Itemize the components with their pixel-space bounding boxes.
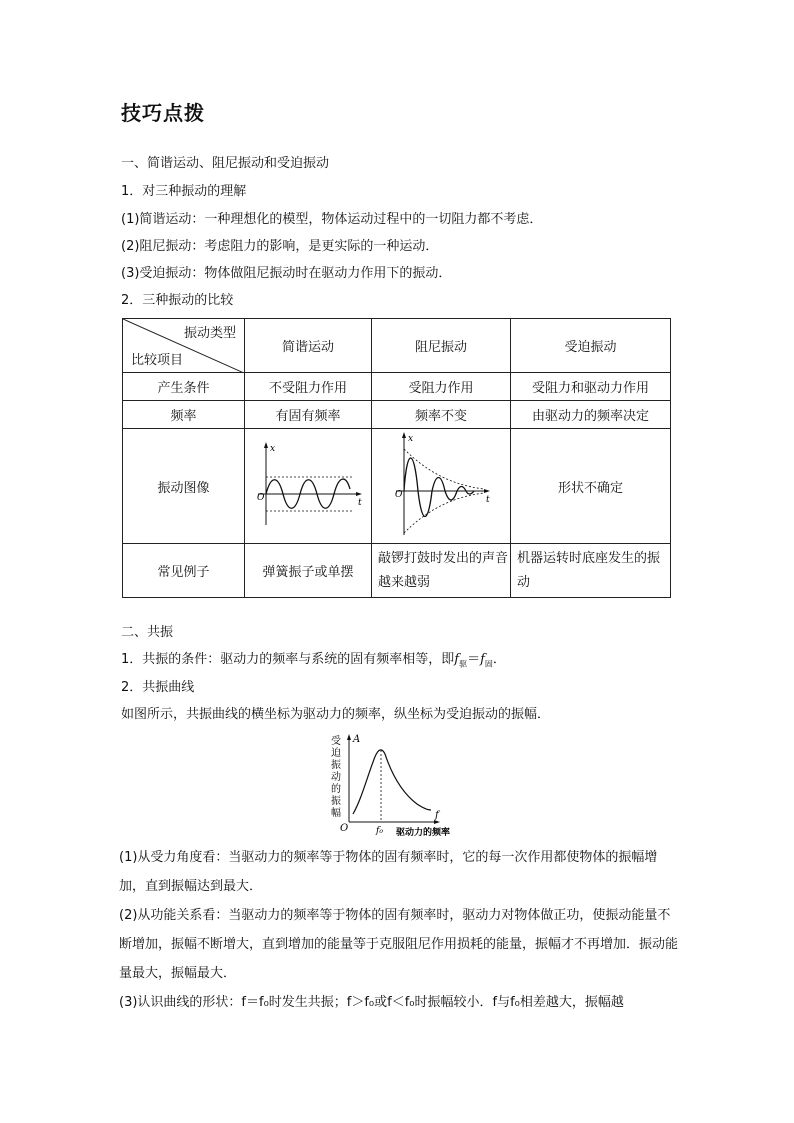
table-row (123, 373, 671, 401)
curve-f-label: f (435, 810, 439, 821)
ylabel-char: 迫 (331, 748, 341, 759)
damped-t-label: t (486, 495, 490, 505)
table-row (123, 429, 671, 544)
shm-graph-cell (245, 429, 372, 544)
item-3: (3)受迫振动：物体做阻尼振动时在驱动力作用下的振动． (121, 266, 452, 281)
table-cell: 有固有频率 (245, 401, 372, 429)
ylabel-char: 的 (331, 784, 341, 795)
page-title: 技巧点拨 (121, 101, 205, 125)
paragraph-energy: (2)从功能关系看：当驱动力的频率等于物体的固有频率时，驱动力对物体做正功，使振动能量不断增加，振幅不断增大，直到增加的能量等于克服阻尼作用损耗的能量，振幅才不再增加．振动能量最大，振幅最大． (119, 908, 679, 981)
f-symbol: f (454, 652, 460, 667)
shm-t-label: t (358, 498, 362, 508)
table-cell: 受阻力作用 (372, 373, 511, 401)
sub-natural: 固 (484, 659, 493, 669)
section2-sub2: 2．共振曲线 (121, 680, 195, 695)
item-1: (1)简谐运动：一种理想化的模型，物体运动过程中的一切阻力都不考虑． (121, 212, 543, 227)
section1-sub2: 2．三种振动的比较 (121, 293, 234, 308)
corner-bottom-label: 比较项目 (131, 353, 184, 368)
curve-A-label: A (353, 734, 361, 745)
table-cell: 敲锣打鼓时发出的声音越来越弱 (372, 544, 511, 598)
table-cell: 形状不确定 (511, 429, 671, 544)
shm-origin-label: O (257, 493, 265, 503)
resonance-condition (121, 650, 506, 675)
condition-text: 1．共振的条件：驱动力的频率与系统的固有频率相等，即 (121, 652, 455, 667)
section1-heading: 一、简谐运动、阻尼振动和受迫振动 (121, 156, 330, 171)
ylabel-char: 振 (331, 760, 341, 771)
paragraph-curve-shape: (3)认识曲线的形状：f＝f₀时发生共振；f＞f₀或f＜f₀时振幅较小．f与f₀相差越大，振幅越 (119, 995, 624, 1010)
table-header-row (123, 319, 671, 373)
row-label: 产生条件 (123, 373, 245, 401)
sub-drive: 驱 (459, 659, 468, 669)
curve-f0-label: f₀ (376, 826, 383, 836)
damped-graph (376, 429, 506, 539)
paragraph-force: (1)从受力角度看：当驱动力的频率等于物体的固有频率时，它的每一次作用都使物体的振幅增加，直到振幅达到最大． (119, 850, 658, 894)
table-cell: 受阻力和驱动力作用 (511, 373, 671, 401)
table-corner-cell (123, 319, 245, 373)
period: ． (492, 652, 506, 667)
equals-sign: ＝ (467, 652, 481, 667)
curve-origin-label: O (340, 823, 349, 834)
table-cell: 频率不变 (372, 401, 511, 429)
section2-heading: 二、共振 (121, 625, 174, 640)
curve-ylabel (331, 735, 341, 819)
table-cell: 机器运转时底座发生的振动 (511, 544, 671, 598)
f-symbol: f (480, 652, 485, 667)
damped-origin-label: O (395, 490, 403, 500)
row-label: 频率 (123, 401, 245, 429)
curve-xlabel: 驱动力的频率 (396, 828, 451, 838)
table-cell: 弹簧振子或单摆 (245, 544, 372, 598)
col-header: 阻尼振动 (372, 319, 511, 373)
shm-graph (248, 439, 368, 529)
row-label: 常见例子 (123, 544, 245, 598)
row-label: 振动图像 (123, 429, 245, 544)
comparison-table (122, 318, 671, 598)
ylabel-char: 受 (331, 736, 341, 747)
ylabel-char: 幅 (331, 808, 341, 819)
shm-x-label: x (270, 444, 276, 454)
col-header: 简谐运动 (245, 319, 372, 373)
corner-top-label: 振动类型 (183, 326, 236, 341)
table-row (123, 544, 671, 598)
damped-x-label: x (408, 434, 414, 444)
curve-description: 如图所示，共振曲线的横坐标为驱动力的频率，纵坐标为受迫振动的振幅． (121, 707, 551, 722)
table-cell: 不受阻力作用 (245, 373, 372, 401)
resonance-curve (325, 732, 475, 840)
item-2: (2)阻尼振动：考虑阻力的影响，是更实际的一种运动． (121, 239, 439, 254)
section1-sub1: 1．对三种振动的理解 (121, 184, 247, 199)
table-cell: 由驱动力的频率决定 (511, 401, 671, 429)
table-row (123, 401, 671, 429)
col-header: 受迫振动 (511, 319, 671, 373)
damped-graph-cell (372, 429, 511, 544)
ylabel-char: 振 (331, 796, 341, 807)
ylabel-char: 动 (331, 772, 341, 783)
